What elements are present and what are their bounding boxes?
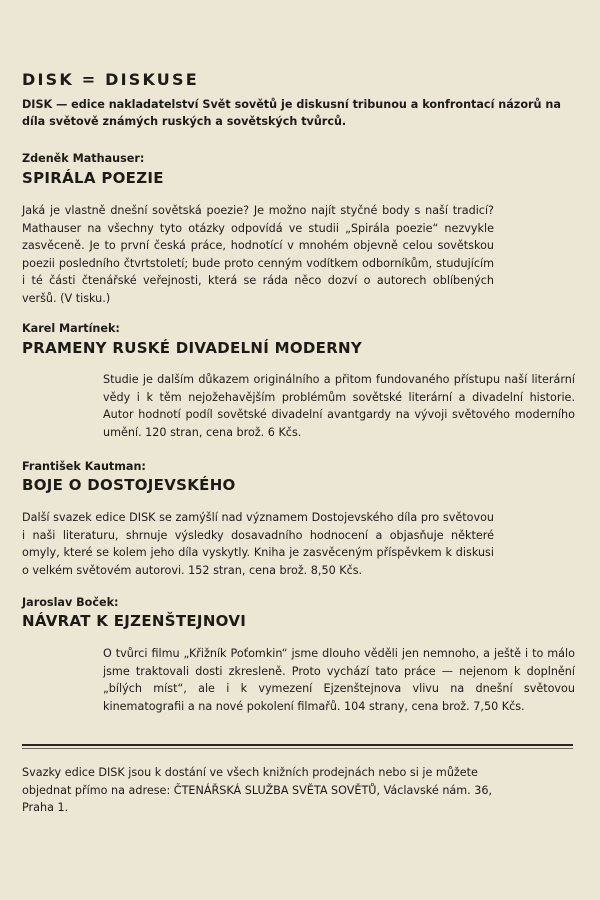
book-author: Karel Martínek: bbox=[22, 322, 120, 335]
book-title: NÁVRAT K EJZENŠTEJNOVI bbox=[22, 612, 247, 630]
book-author: František Kautman: bbox=[22, 460, 146, 473]
footer-note: Svazky edice DISK jsou k dostání ve všech knižních prodejnách nebo si je můžete objednat přímo na adrese: ČTENÁŘSKÁ SLUŽBA SVĚTA SOVĚTŮ, Václavské nám. 36, Praha 1. bbox=[22, 766, 493, 814]
book-description: Další svazek edice DISK se zamýšlí nad významem Dostojevského díla pro světovou i naši literaturu, shrnuje výsledky dosavadního hodnocení a objasňuje některé omyly, které se kolem jeho díla vyskytly. Kniha je zasvěceným příspěvkem k diskusi o velkém světovém autorovi. 152 stran, cena brož. 8,50 Kčs. bbox=[22, 511, 494, 577]
book-title: PRAMENY RUSKÉ DIVADELNÍ MODERNY bbox=[22, 339, 363, 357]
intro-paragraph: DISK — edice nakladatelství Svět sovětů je diskusní tribunou a konfrontací názorů na díla světově známých ruských a sovětských tvůrců. bbox=[22, 98, 561, 128]
book-title: BOJE O DOSTOJEVSKÉHO bbox=[22, 476, 236, 494]
book-description: Jaká je vlastně dnešní sovětská poezie? Je možno najít styčné body s naší tradicí? Mathauser na všechny tyto otázky odpovídá ve studii „Spirála poezie“ nezvykle zasvěceně. Je to první česká práce, hodnotící v mnohém objevně celou sovětskou poezii posledního čtvrtstoletí; bude proto cenným vodítkem odborníkům, studujícím i té části čtenářské veřejnosti, která se ráda něco dozví o autorech oblíbených veršů. (V tisku.) bbox=[22, 204, 494, 305]
book-author: Jaroslav Boček: bbox=[22, 596, 119, 609]
book-description: O tvůrci filmu „Křižník Poťomkin“ jsme dlouho věděli jen nemnoho, a ještě i to málo jsme traktovali dosti zkresleně. Proto vychází tato práce — nejenom k doplnění „bílých míst“, ale i k vymezení Ejzenštejnova vlivu na dnešní světovou kinematografii a na nové pokolení filmařů. 104 strany, cena brož. 7,50 Kčs. bbox=[103, 647, 575, 713]
divider-line bbox=[22, 744, 573, 746]
divider-line-thin bbox=[22, 748, 573, 749]
book-author: Zdeněk Mathauser: bbox=[22, 152, 145, 165]
page-title: DISK = DISKUSE bbox=[22, 70, 199, 89]
book-title: SPIRÁLA POEZIE bbox=[22, 169, 164, 187]
book-description: Studie je dalším důkazem originálního a přitom fundovaného přístupu naší literární vědy i k těm nejožehavějším problémům sovětské literární a divadelní historie. Autor hodnotí podíl sovětské divadelní avantgardy na vývoji světového moderního umění. 120 stran, cena brož. 6 Kčs. bbox=[103, 373, 575, 439]
